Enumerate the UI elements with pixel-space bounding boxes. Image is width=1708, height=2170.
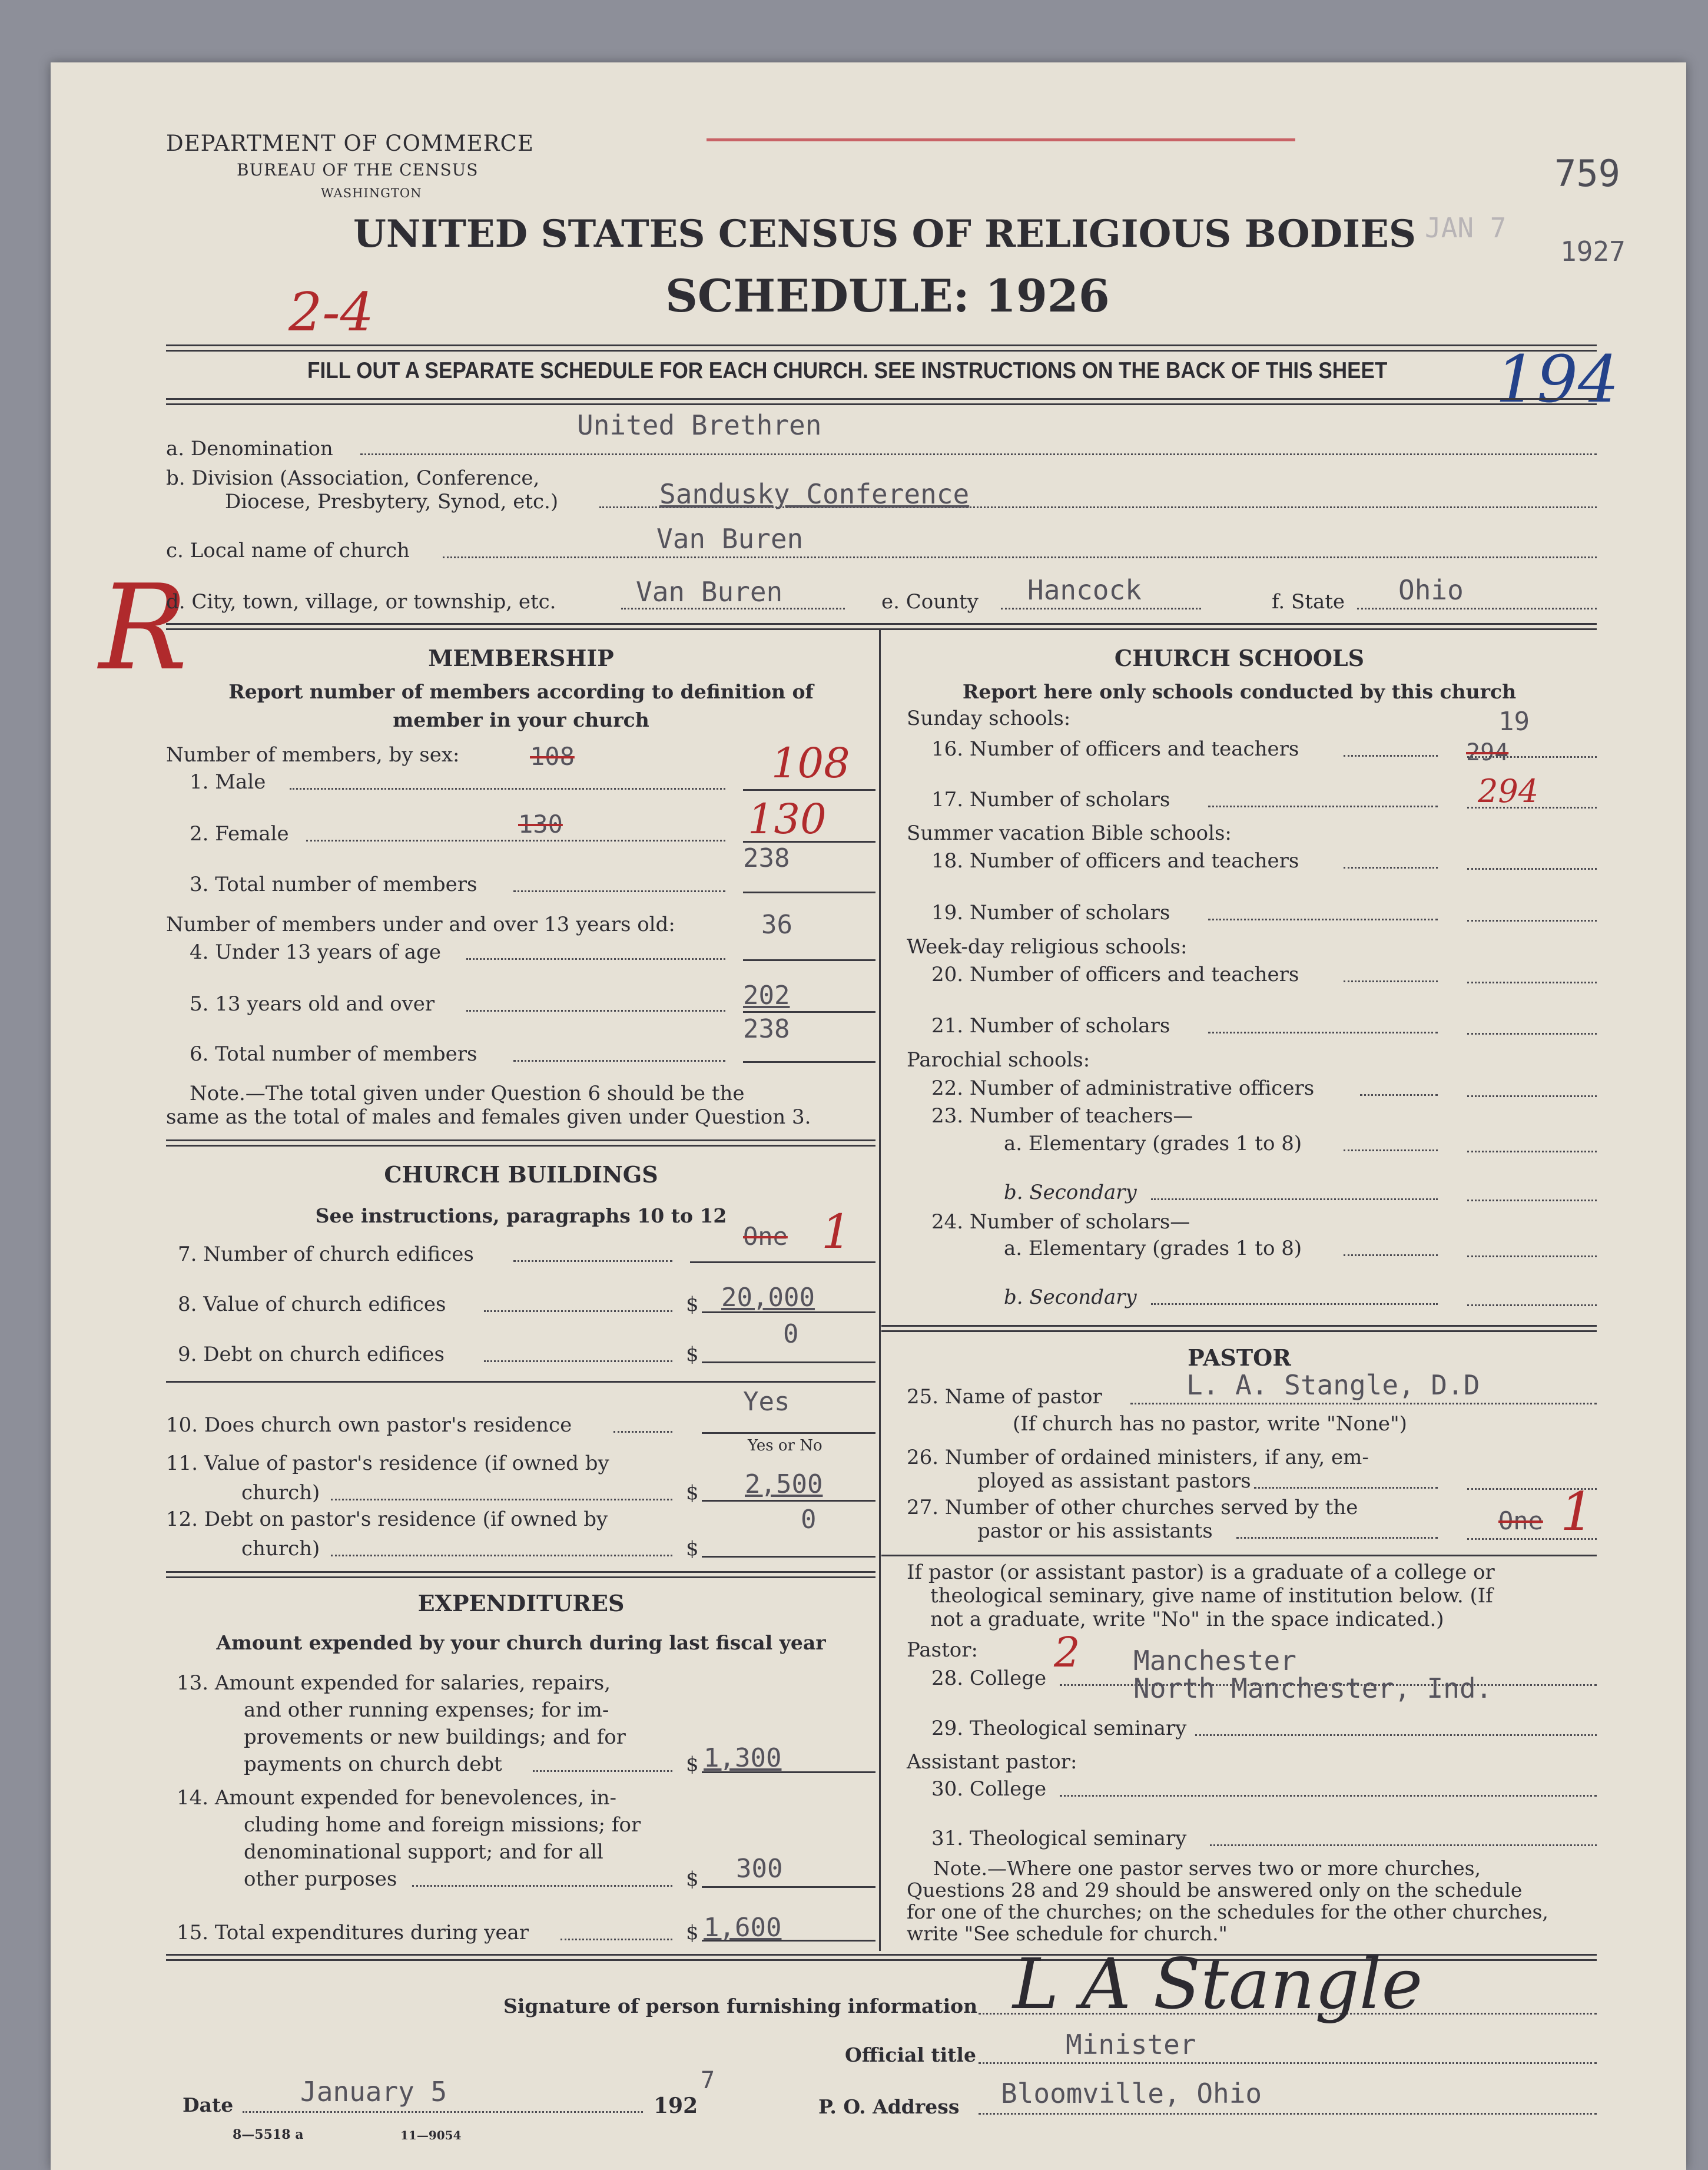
parochial-schools-label: Parochial schools: xyxy=(907,1048,1090,1072)
column-divider xyxy=(879,629,881,1951)
red-strike-mark xyxy=(707,138,1295,141)
q6-label: 6. Total number of members xyxy=(190,1042,477,1066)
q12-value: 0 xyxy=(801,1505,817,1535)
received-stamp-year: 1927 xyxy=(1560,236,1626,267)
official-title-line xyxy=(979,2062,1597,2064)
q7-label: 7. Number of church edifices xyxy=(178,1243,474,1266)
q14-line xyxy=(412,1885,672,1887)
q29-line xyxy=(1195,1734,1597,1736)
membership-note-2: same as the total of males and females given under Question 3. xyxy=(166,1105,811,1129)
q13-line-4: payments on church debt xyxy=(244,1752,502,1776)
q24b-label: b. Secondary xyxy=(1004,1286,1137,1309)
q2-answer-line xyxy=(743,841,875,843)
signature-label: Signature of person furnishing information xyxy=(503,1995,978,2017)
expenditures-intro: Amount expended by your church during last fiscal year xyxy=(216,1631,826,1654)
q11-label-2: church) xyxy=(241,1481,320,1505)
q11-value: 2,500 xyxy=(745,1469,823,1499)
membership-intro-1: Report number of members according to definition of xyxy=(228,680,814,703)
q23b-label: b. Secondary xyxy=(1004,1181,1137,1204)
q15-value: 1,600 xyxy=(704,1913,782,1943)
q13-line xyxy=(533,1770,672,1772)
q23b-line xyxy=(1151,1198,1438,1200)
division-label: b. Division (Association, Conference, xyxy=(166,466,540,490)
q22-answer-line xyxy=(1467,1095,1597,1097)
city-label: d. City, town, village, or township, etc. xyxy=(166,590,556,614)
q14-answer-line xyxy=(702,1886,875,1888)
q16-label: 16. Number of officers and teachers xyxy=(931,737,1299,761)
q12-answer-line xyxy=(702,1556,875,1558)
q7-typed-struck: One xyxy=(743,1222,788,1251)
q10-label: 10. Does church own pastor's residence xyxy=(166,1413,572,1437)
bureau-name: BUREAU OF THE CENSUS xyxy=(237,160,479,180)
received-stamp-date: JAN 7 xyxy=(1425,212,1507,244)
graduate-instr-1: If pastor (or assistant pastor) is a graduate of a college or xyxy=(907,1561,1495,1584)
q23a-line xyxy=(1344,1149,1438,1151)
q14-value: 300 xyxy=(736,1854,783,1884)
q30-line xyxy=(1060,1795,1597,1797)
buildings-heading: CHURCH BUILDINGS xyxy=(384,1161,658,1188)
q5-answer-line xyxy=(743,1011,875,1013)
q14-dollar: $ xyxy=(686,1867,699,1891)
female-typed-struck: 130 xyxy=(518,810,563,839)
q5-label: 5. 13 years old and over xyxy=(190,992,435,1016)
q15-label: 15. Total expenditures during year xyxy=(177,1921,529,1944)
q29-label: 29. Theological seminary xyxy=(931,1717,1187,1740)
q16-answer-line xyxy=(1467,756,1597,758)
q18-line xyxy=(1344,867,1438,869)
pastor-note-2: Questions 28 and 29 should be answered only on the schedule xyxy=(907,1879,1523,1901)
instruction-line: FILL OUT A SEPARATE SCHEDULE FOR EACH CHURCH. SEE INSTRUCTIONS ON THE BACK OF THIS SHEET xyxy=(307,358,1388,383)
college-value-1: Manchester xyxy=(1133,1645,1296,1677)
header-rule-top xyxy=(166,344,1597,352)
q24a-line xyxy=(1344,1254,1438,1256)
asst-pastor-subhead: Assistant pastor: xyxy=(907,1750,1077,1774)
form-number: 8—5518 a xyxy=(233,2127,304,2142)
q16-value: 19 xyxy=(1498,707,1530,737)
q27-handwritten: 1 xyxy=(1560,1481,1594,1543)
department-name: DEPARTMENT OF COMMERCE xyxy=(166,131,534,156)
header-rule-bottom xyxy=(166,398,1597,405)
female-handwritten: 130 xyxy=(748,795,827,843)
date-value: January 5 xyxy=(300,2076,447,2108)
q11-line xyxy=(331,1499,672,1500)
q12-label-1: 12. Debt on pastor's residence (if owned by xyxy=(166,1508,608,1531)
male-typed-struck: 108 xyxy=(530,742,575,771)
q15-dollar: $ xyxy=(686,1921,699,1944)
membership-note-1: Note.—The total given under Question 6 should be the xyxy=(190,1082,745,1105)
expenditures-heading: EXPENDITURES xyxy=(417,1590,625,1616)
q3-value: 238 xyxy=(743,843,790,873)
q4-answer-line xyxy=(743,959,875,961)
bureau-city: WASHINGTON xyxy=(321,186,422,200)
date-label: Date xyxy=(183,2093,234,2116)
q9-answer-line xyxy=(702,1361,875,1363)
weekday-schools-label: Week-day religious schools: xyxy=(907,935,1188,959)
pastor-subhead: Pastor: xyxy=(907,1638,978,1662)
pastor-mid-rule xyxy=(881,1555,1597,1556)
q17-answer-line xyxy=(1467,807,1597,809)
schools-rule xyxy=(881,1325,1597,1332)
po-address-label: P. O. Address xyxy=(818,2095,960,2118)
church-name-label: c. Local name of church xyxy=(166,539,410,562)
q13-line-1: 13. Amount expended for salaries, repairs, xyxy=(177,1671,611,1695)
q10-line xyxy=(613,1431,672,1433)
q24b-line xyxy=(1151,1303,1438,1305)
q25-line xyxy=(1130,1403,1597,1404)
print-number: 11—9054 xyxy=(400,2128,462,2142)
q25-label: 25. Name of pastor xyxy=(907,1385,1102,1409)
graduate-instr-2: theological seminary, give name of institution below. (If xyxy=(930,1584,1493,1608)
q15-line xyxy=(561,1939,672,1940)
pastor-note-3: for one of the churches; on the schedules for the other churches, xyxy=(907,1900,1548,1923)
form-title: UNITED STATES CENSUS OF RELIGIOUS BODIES xyxy=(353,212,1417,256)
q13-line-2: and other running expenses; for im- xyxy=(244,1698,609,1722)
membership-intro-2: member in your church xyxy=(393,708,649,731)
members-by-sex-label: Number of members, by sex: xyxy=(166,743,460,767)
q14-line-2: cluding home and foreign missions; for xyxy=(244,1813,641,1837)
denomination-label: a. Denomination xyxy=(166,437,333,460)
q22-label: 22. Number of administrative officers xyxy=(931,1076,1315,1100)
q3-line xyxy=(513,890,725,892)
state-value: Ohio xyxy=(1398,574,1464,606)
q8-answer-line xyxy=(702,1311,875,1313)
handwritten-blue-number: 194 xyxy=(1495,342,1619,417)
q19-line xyxy=(1208,919,1438,920)
buildings-rule xyxy=(166,1571,875,1578)
q6-value: 238 xyxy=(743,1014,790,1044)
yes-no-caption: Yes or No xyxy=(748,1437,823,1455)
q5-line xyxy=(466,1010,725,1012)
schools-intro: Report here only schools conducted by this church xyxy=(962,680,1517,703)
college-value-2: North Manchester, Ind. xyxy=(1133,1672,1493,1704)
q3-answer-line xyxy=(743,892,875,893)
official-title-label: Official title xyxy=(845,2043,976,2066)
q27-typed-struck: One xyxy=(1498,1506,1543,1535)
q14-line-1: 14. Amount expended for benevolences, in- xyxy=(177,1786,617,1810)
county-label: e. County xyxy=(881,590,979,614)
membership-rule xyxy=(166,1139,875,1147)
denomination-line xyxy=(360,453,1597,455)
q14-line-3: denominational support; and for all xyxy=(244,1840,603,1864)
q15-answer-line xyxy=(702,1940,875,1942)
q31-line xyxy=(1210,1844,1597,1846)
q11-answer-line xyxy=(702,1500,875,1502)
q11-dollar: $ xyxy=(686,1481,699,1505)
q3-total-label: 3. Total number of members xyxy=(190,873,477,896)
q26-label-1: 26. Number of ordained ministers, if any, em- xyxy=(907,1446,1369,1469)
q13-line-3: provements or new buildings; and for xyxy=(244,1725,626,1749)
membership-heading: MEMBERSHIP xyxy=(428,645,614,671)
q14-line-4: other purposes xyxy=(244,1867,397,1891)
q6-answer-line xyxy=(743,1061,875,1063)
county-value: Hancock xyxy=(1027,574,1142,606)
stamp-number: 759 xyxy=(1554,152,1620,195)
q9-dollar: $ xyxy=(686,1343,699,1366)
handwritten-code: 2-4 xyxy=(288,281,374,343)
q19-answer-line xyxy=(1467,920,1597,922)
q7-handwritten: 1 xyxy=(821,1204,851,1259)
q17-handwritten: 294 xyxy=(1478,773,1539,810)
q13-dollar: $ xyxy=(686,1752,699,1776)
state-line xyxy=(1357,608,1597,609)
year-prefix: 192 xyxy=(654,2093,698,2118)
q20-label: 20. Number of officers and teachers xyxy=(931,963,1299,986)
q9-value: 0 xyxy=(783,1319,799,1349)
q10-value: Yes xyxy=(743,1387,790,1417)
q4-line xyxy=(466,958,725,960)
division-value: Sandusky Conference xyxy=(659,478,970,510)
county-line xyxy=(1001,608,1201,609)
q9-label: 9. Debt on church edifices xyxy=(178,1343,445,1366)
form-subtitle: SCHEDULE: 1926 xyxy=(665,270,1110,322)
q8-dollar: $ xyxy=(686,1293,699,1316)
q24-label: 24. Number of scholars— xyxy=(931,1210,1190,1234)
handwritten-r-mark: R xyxy=(99,559,188,697)
q13-answer-line xyxy=(702,1771,875,1773)
summer-schools-label: Summer vacation Bible schools: xyxy=(907,821,1232,845)
male-handwritten: 108 xyxy=(771,739,850,787)
graduate-instr-3: not a graduate, write "No" in the space indicated.) xyxy=(930,1608,1444,1631)
q8-value: 20,000 xyxy=(721,1283,815,1313)
q27-line xyxy=(1236,1537,1438,1539)
po-address-value: Bloomville, Ohio xyxy=(1001,2078,1262,2109)
q17-line xyxy=(1208,806,1438,807)
q4-label: 4. Under 13 years of age xyxy=(190,940,441,964)
q8-line xyxy=(484,1310,672,1312)
q23a-answer-line xyxy=(1467,1151,1597,1152)
signature: L A Stangle xyxy=(1013,1943,1423,2025)
q12-dollar: $ xyxy=(686,1537,699,1561)
section-rule xyxy=(166,623,1597,630)
q2-line xyxy=(306,840,725,842)
q27-label-2: pastor or his assistants xyxy=(977,1519,1213,1543)
schools-heading: CHURCH SCHOOLS xyxy=(1114,645,1365,671)
q19-label: 19. Number of scholars xyxy=(931,901,1170,925)
q1-answer-line xyxy=(743,789,875,791)
date-line xyxy=(243,2111,643,2113)
city-line xyxy=(621,608,845,609)
q30-label: 30. College xyxy=(931,1777,1047,1801)
q5-value: 202 xyxy=(743,980,790,1011)
q18-label: 18. Number of officers and teachers xyxy=(931,849,1299,873)
q12-label-2: church) xyxy=(241,1537,320,1561)
q23b-answer-line xyxy=(1467,1200,1597,1201)
q8-label: 8. Value of church edifices xyxy=(178,1293,446,1316)
q13-value: 1,300 xyxy=(704,1743,782,1773)
state-label: f. State xyxy=(1272,590,1345,614)
q21-answer-line xyxy=(1467,1033,1597,1035)
q11-label-1: 11. Value of pastor's residence (if owned by xyxy=(166,1452,609,1475)
po-address-line xyxy=(979,2113,1597,2115)
q2-female-label: 2. Female xyxy=(190,822,289,846)
buildings-mid-rule xyxy=(166,1381,875,1383)
year-digit: 7 xyxy=(701,2067,715,2094)
q24b-answer-line xyxy=(1467,1304,1597,1306)
q24a-label: a. Elementary (grades 1 to 8) xyxy=(1004,1237,1302,1260)
pastor-heading: PASTOR xyxy=(1188,1344,1291,1371)
q31-label: 31. Theological seminary xyxy=(931,1827,1187,1850)
q26-label-2: ployed as assistant pastors xyxy=(977,1469,1251,1493)
church-name-line xyxy=(443,556,1597,558)
q22-line xyxy=(1360,1094,1438,1096)
q16-struck-value: 294 xyxy=(1466,739,1509,766)
city-value: Van Buren xyxy=(636,576,783,608)
q4-value: 36 xyxy=(761,910,792,940)
q9-line xyxy=(484,1360,672,1362)
q27-label-1: 27. Number of other churches served by the xyxy=(907,1496,1358,1519)
pastor-note-1: Note.—Where one pastor serves two or more churches, xyxy=(933,1857,1481,1880)
q16-line xyxy=(1344,755,1438,757)
q20-answer-line xyxy=(1467,982,1597,983)
q21-label: 21. Number of scholars xyxy=(931,1014,1170,1038)
official-title-value: Minister xyxy=(1066,2029,1196,2060)
q20-line xyxy=(1344,980,1438,982)
buildings-intro: See instructions, paragraphs 10 to 12 xyxy=(315,1204,727,1227)
q1-line xyxy=(290,788,725,790)
q7-line xyxy=(513,1260,672,1262)
q12-line xyxy=(331,1555,672,1556)
sunday-schools-label: Sunday schools: xyxy=(907,707,1071,730)
q23a-label: a. Elementary (grades 1 to 8) xyxy=(1004,1132,1302,1155)
q25-note: (If church has no pastor, write "None") xyxy=(1013,1412,1407,1436)
q28-label: 28. College xyxy=(931,1667,1047,1690)
q23-label: 23. Number of teachers— xyxy=(931,1104,1193,1128)
denomination-value: United Brethren xyxy=(577,409,822,441)
q21-line xyxy=(1208,1032,1438,1033)
q27-answer-line xyxy=(1467,1538,1597,1540)
q17-label: 17. Number of scholars xyxy=(931,788,1170,811)
church-name-value: Van Buren xyxy=(656,523,804,555)
q24a-answer-line xyxy=(1467,1255,1597,1257)
q10-answer-line xyxy=(702,1432,875,1434)
q6-line xyxy=(513,1060,725,1062)
pastor-name-value: L. A. Stangle, D.D xyxy=(1186,1369,1480,1401)
pastor-note-4: write "See schedule for church." xyxy=(907,1922,1228,1945)
q7-answer-line xyxy=(690,1261,875,1263)
q1-male-label: 1. Male xyxy=(190,770,266,794)
members-by-age-label: Number of members under and over 13 years old: xyxy=(166,913,675,936)
q18-answer-line xyxy=(1467,868,1597,870)
q26-line xyxy=(1254,1487,1438,1489)
division-label-2: Diocese, Presbytery, Synod, etc.) xyxy=(225,490,559,513)
q28-handwritten-mark: 2 xyxy=(1054,1628,1080,1677)
